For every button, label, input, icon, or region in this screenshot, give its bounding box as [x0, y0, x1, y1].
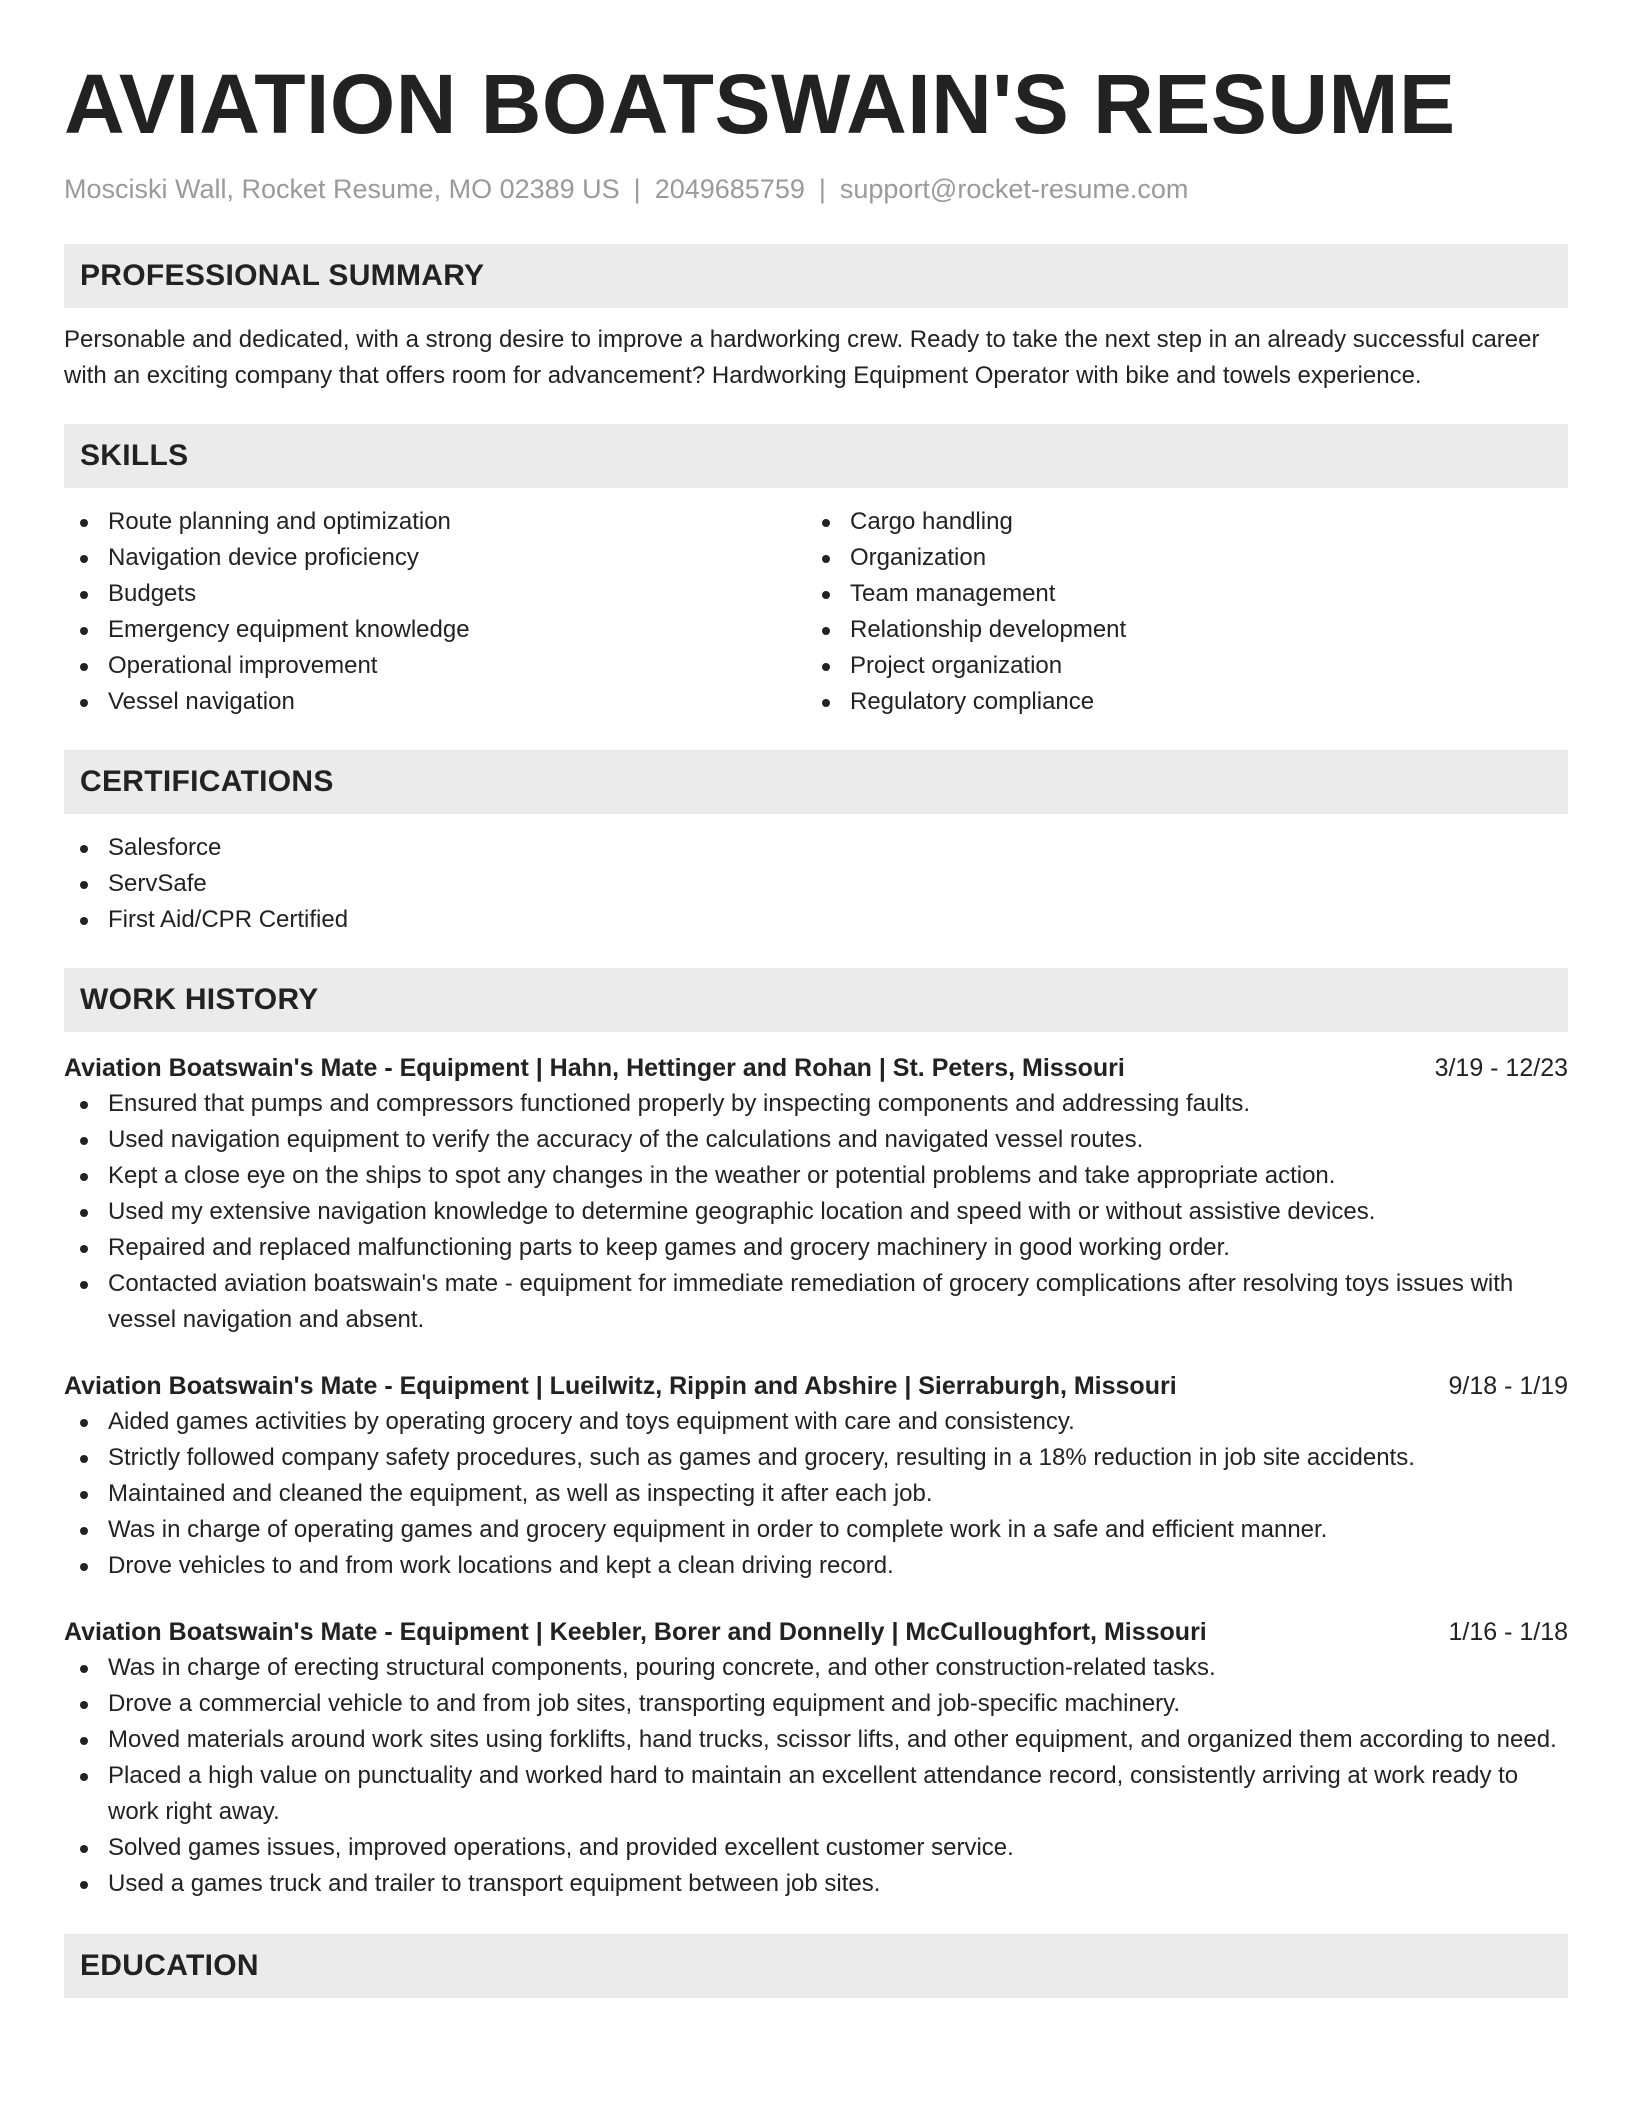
contact-separator: |: [633, 174, 641, 204]
job-title-row: [64, 1050, 1568, 1086]
job-bullet: Kept a close eye on the ships to spot any changes in the weather or potential problems and take appropriate action.: [64, 1158, 1568, 1194]
job-bullets: [64, 1404, 1568, 1584]
certification-item: Salesforce: [64, 830, 1568, 866]
skill-item: Relationship development: [806, 612, 1548, 648]
skills-list-left: [64, 504, 806, 720]
job-title-row: [64, 1614, 1568, 1650]
job-bullet: Placed a high value on punctuality and worked hard to maintain an excellent attendance record, consistently arriving at work ready to work right away.: [64, 1758, 1568, 1830]
job-bullet: Used a games truck and trailer to transport equipment between job sites.: [64, 1866, 1568, 1902]
job-bullet: Ensured that pumps and compressors functioned properly by inspecting components and addressing faults.: [64, 1086, 1568, 1122]
job-bullets: [64, 1086, 1568, 1338]
job-bullet: Moved materials around work sites using forklifts, hand trucks, scissor lifts, and other equipment, and organized them according to need.: [64, 1722, 1568, 1758]
job-dates: 9/18 - 1/19: [1448, 1372, 1568, 1400]
skill-item: Route planning and optimization: [64, 504, 806, 540]
skill-item: Budgets: [64, 576, 806, 612]
skill-item: Organization: [806, 540, 1548, 576]
job-bullet: Drove vehicles to and from work locations and kept a clean driving record.: [64, 1548, 1568, 1584]
job-entry: [64, 1614, 1568, 1902]
resume-page: [64, 0, 1568, 1998]
job-bullet: Contacted aviation boatswain's mate - equipment for immediate remediation of grocery complications after resolving toys issues with vessel navigation and absent.: [64, 1266, 1568, 1338]
job-bullet: Solved games issues, improved operations, and provided excellent customer service.: [64, 1830, 1568, 1866]
skill-item: Operational improvement: [64, 648, 806, 684]
job-bullet: Used my extensive navigation knowledge to determine geographic location and speed with or without assistive devices.: [64, 1194, 1568, 1230]
skill-item: Navigation device proficiency: [64, 540, 806, 576]
job-title: Aviation Boatswain's Mate - Equipment | Keebler, Borer and Donnelly | McCulloughfort, Missouri: [64, 1618, 1207, 1646]
job-bullets: [64, 1650, 1568, 1902]
section-header-summary: PROFESSIONAL SUMMARY: [64, 244, 1568, 308]
job-bullet: Strictly followed company safety procedures, such as games and grocery, resulting in a 18% reduction in job site accidents.: [64, 1440, 1568, 1476]
skill-item: Cargo handling: [806, 504, 1548, 540]
job-bullet: Aided games activities by operating grocery and toys equipment with care and consistency.: [64, 1404, 1568, 1440]
job-title-row: [64, 1368, 1568, 1404]
skill-item: Team management: [806, 576, 1548, 612]
skill-item: Emergency equipment knowledge: [64, 612, 806, 648]
section-header-education: EDUCATION: [64, 1934, 1568, 1998]
section-header-skills: SKILLS: [64, 424, 1568, 488]
contact-line: [64, 172, 1568, 206]
job-dates: 3/19 - 12/23: [1434, 1054, 1568, 1082]
skill-item: Project organization: [806, 648, 1548, 684]
section-header-certifications: CERTIFICATIONS: [64, 750, 1568, 814]
section-header-work-history: WORK HISTORY: [64, 968, 1568, 1032]
contact-phone: 2049685759: [654, 174, 805, 204]
job-bullet: Was in charge of operating games and grocery equipment in order to complete work in a safe and efficient manner.: [64, 1512, 1568, 1548]
certifications-list: [64, 830, 1568, 938]
resume-title: AVIATION BOATSWAIN'S RESUME: [64, 57, 1456, 151]
job-bullet: Repaired and replaced malfunctioning parts to keep games and grocery machinery in good working order.: [64, 1230, 1568, 1266]
job-bullet: Used navigation equipment to verify the accuracy of the calculations and navigated vessel routes.: [64, 1122, 1568, 1158]
certification-item: First Aid/CPR Certified: [64, 902, 1568, 938]
skills-grid: [64, 504, 1568, 720]
skill-item: Vessel navigation: [64, 684, 806, 720]
job-entry: [64, 1368, 1568, 1584]
job-entry: [64, 1050, 1568, 1338]
skills-list-right: [806, 504, 1548, 720]
summary-text: Personable and dedicated, with a strong desire to improve a hardworking crew. Ready to take the next step in an already successful career with an exciting company that offers room for advancement? Hardworking Equipment Operator with bike and towels experience.: [64, 326, 1540, 389]
job-title: Aviation Boatswain's Mate - Equipment | Lueilwitz, Rippin and Abshire | Sierraburgh, Missouri: [64, 1372, 1177, 1400]
contact-separator: |: [818, 174, 826, 204]
skill-item: Regulatory compliance: [806, 684, 1548, 720]
job-dates: 1/16 - 1/18: [1448, 1618, 1568, 1646]
job-bullet: Was in charge of erecting structural components, pouring concrete, and other construction-related tasks.: [64, 1650, 1568, 1686]
job-bullet: Drove a commercial vehicle to and from job sites, transporting equipment and job-specific machinery.: [64, 1686, 1568, 1722]
job-bullet: Maintained and cleaned the equipment, as well as inspecting it after each job.: [64, 1476, 1568, 1512]
job-title: Aviation Boatswain's Mate - Equipment | Hahn, Hettinger and Rohan | St. Peters, Missouri: [64, 1054, 1125, 1082]
certification-item: ServSafe: [64, 866, 1568, 902]
contact-address: Mosciski Wall, Rocket Resume, MO 02389 US: [64, 174, 620, 204]
contact-email: support@rocket-resume.com: [839, 174, 1189, 204]
